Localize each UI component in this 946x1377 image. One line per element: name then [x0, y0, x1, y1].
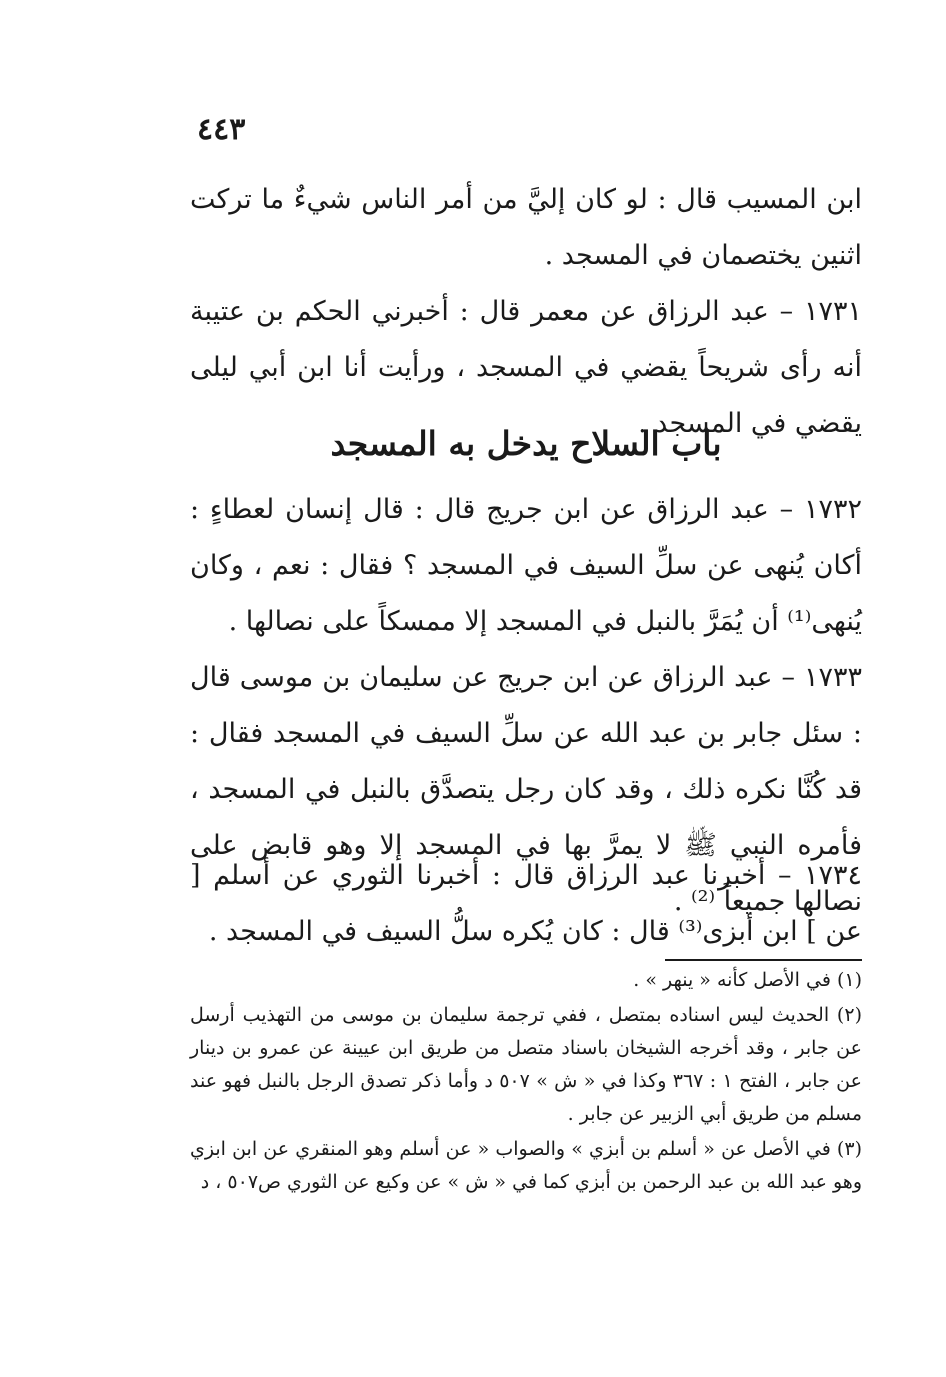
page-number: ٤٤٣ [197, 112, 246, 147]
paragraph-text: ١٧٣٤ – أخبرنا عبد الرزاق قال : أخبرنا الثوري عن أسلم [ عن ] ابن أبزى⁽³⁾ قال : كان يُكره سلُّ السيف في المسجد . [190, 860, 862, 947]
paragraph-1732 [190, 482, 862, 650]
footnotes [190, 964, 862, 1201]
footnote-3: (٣) في الأصل عن « أسلم بن أبزي » والصواب « عن أسلم وهو المنقري عن ابن ابزي وهو عبد الله بن عبد الرحمن بن أبزي كما في « ش » عن وكيع عن الثوري ص٥٠٧ ، د [190, 1138, 862, 1193]
chapter-heading: باب السلاح يدخل به المسجد [330, 424, 722, 463]
paragraph-1734 [190, 848, 862, 960]
paragraph-text: ١٧٣١ – عبد الرزاق عن معمر قال : أخبرني الحكم بن عتيبة أنه رأى شريحاً يقضي في المسجد ، ورأيت أنا ابن أبي ليلى يقضي في المسجد . [190, 296, 862, 439]
paragraph-text: ١٧٣٣ – عبد الرزاق عن ابن جريج عن سليمان بن موسى قال : سئل جابر بن عبد الله عن سلِّ السيف في المسجد فقال : قد كُنَّا نكره ذلك ، وقد كان رجل يتصدَّق بالنبل في المسجد ، فأمره النبي ﷺ لا يمرَّ بها في المسجد إلا وهو قابض على نصالها جميعاً ⁽²⁾ . [190, 662, 862, 917]
footnote-1: (١) في الأصل كأنه « ينهر » . [633, 969, 862, 991]
paragraph-continuation [190, 172, 862, 284]
footnote-2: (٢) الحديث ليس اسناده بمتصل ، ففي ترجمة سليمان بن موسى من التهذيب أرسل عن جابر ، وقد أخرجه الشيخان باسناد متصل من طريق ابن عيينة عن عمرو بن دينار عن جابر ، الفتح ١ : ٣٦٧ وكذا في « ش » ٥٠٧ د وأما ذكر تصدق الرجل بالنبل فهو عند مسلم من طريق أبي الزبير عن جابر . [190, 1004, 862, 1125]
paragraph-text: ١٧٣٢ – عبد الرزاق عن ابن جريج قال : قال إنسان لعطاءٍ : أكان يُنهى عن سلِّ السيف في المسجد ؟ فقال : نعم ، وكان يُنهى⁽¹⁾ أن يُمَرَّ بالنبل في المسجد إلا ممسكاً على نصالها . [190, 494, 862, 637]
paragraph-text: ابن المسيب قال : لو كان إليَّ من أمر الناس شيءٌ ما تركت اثنين يختصمان في المسجد . [190, 184, 862, 271]
footnote-divider [665, 959, 862, 961]
